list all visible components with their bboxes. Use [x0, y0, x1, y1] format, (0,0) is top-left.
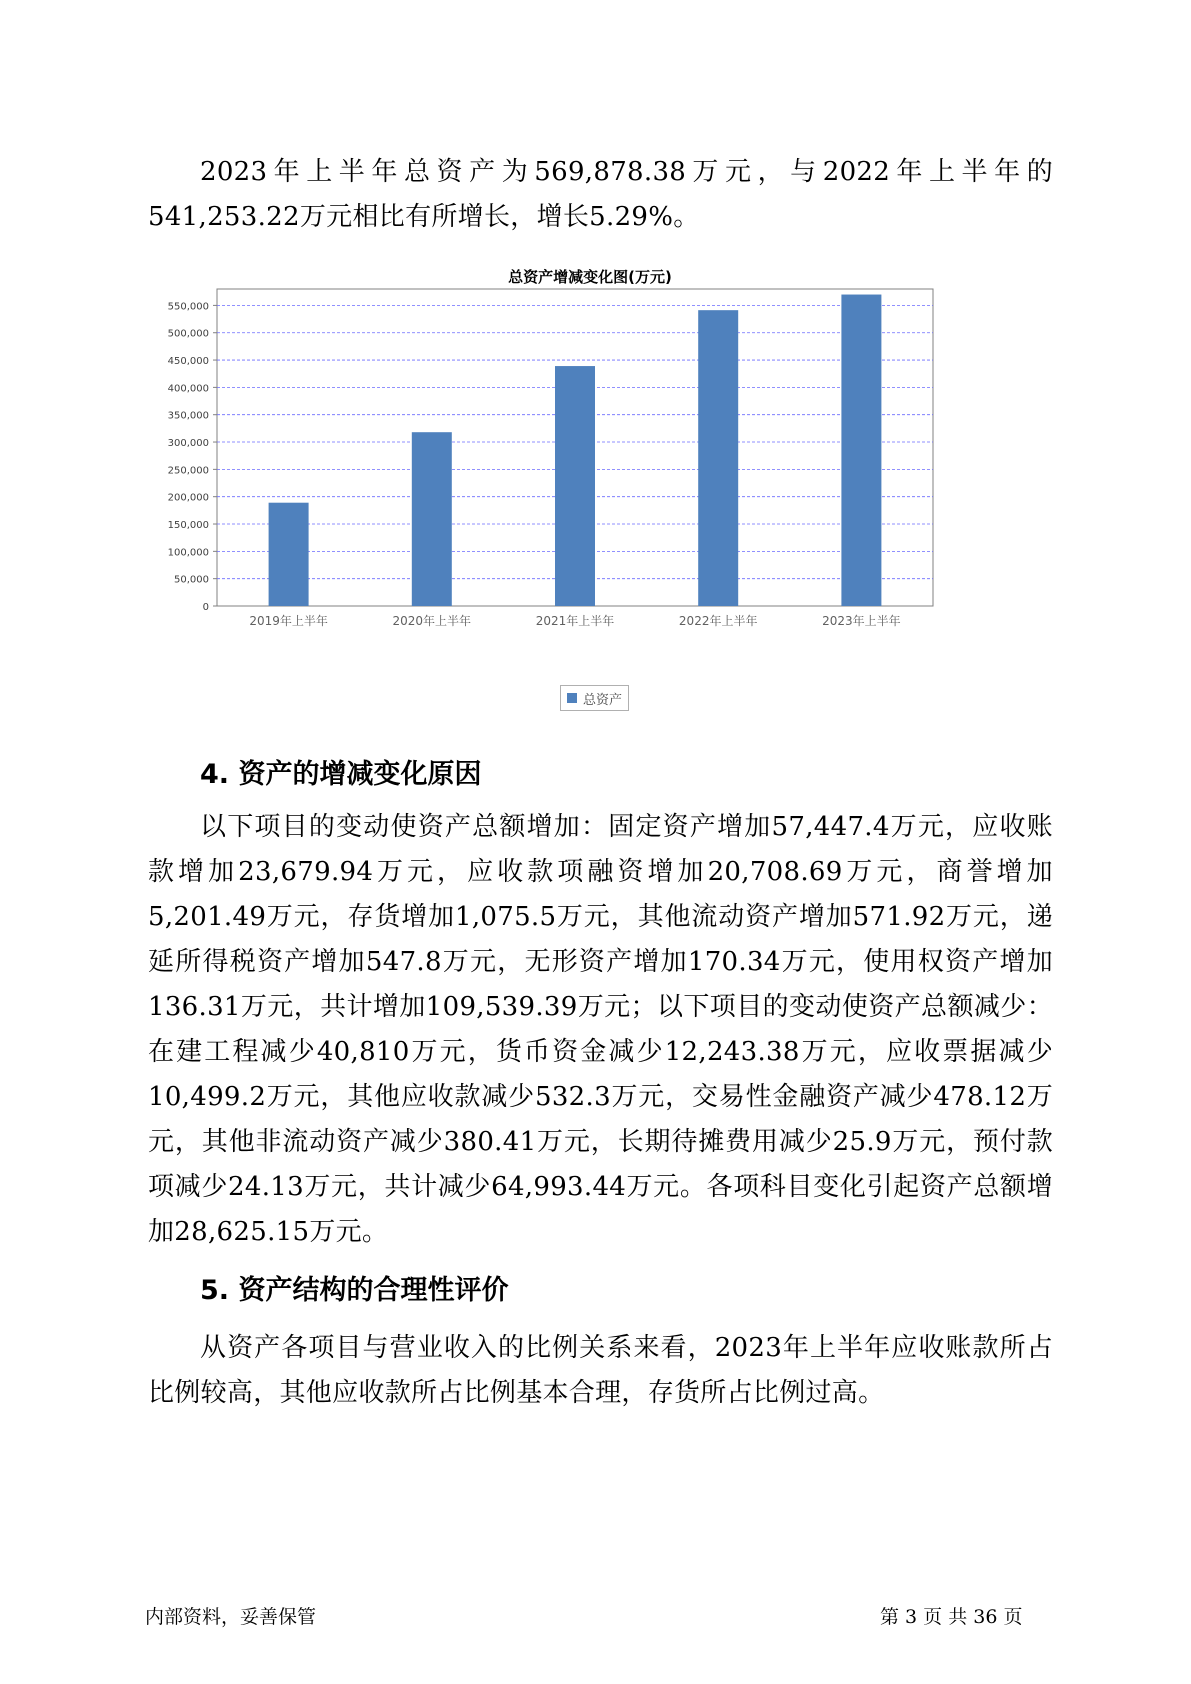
y-tick-label: 450,000	[167, 356, 209, 368]
y-tick-label: 350,000	[167, 410, 209, 422]
chart-legend	[560, 685, 629, 711]
paragraph-asset-change-details: 以下项目的变动使资产总额增加：固定资产增加57,447.4万元，应收账款增加23,679.94万元，应收款项融资增加20,708.69万元，商誉增加5,201.49万元，存货增加1,075.5万元，其他流动资产增加571.92万元，递延所得税资产增加547.8万元，无形资产增加170.34万元，使用权资产增加136.31万元，共计增加109,539.39万元；以下项目的变动使资产总额减少：在建工程减少40,810万元，货币资金减少12,243.38万元，应收票据减少10,499.2万元，其他应收款减少532.3万元，交易性金融资产减少478.12万元，其他非流动资产减少380.41万元，长期待摊费用减少25.9万元，预付款项减少24.13万元，共计减少64,993.44万元。各项科目变化引起资产总额增加28,625.15万元。	[148, 812, 1053, 1247]
x-tick-label: 2022年上半年	[678, 614, 758, 628]
paragraph-total-assets: 2023年上半年总资产为569,878.38万元，与2022年上半年的541,253.22万元相比有所增长，增长5.29%。	[148, 157, 1053, 232]
bar-2	[412, 432, 452, 606]
chart-svg	[150, 262, 1030, 722]
y-tick-label: 0	[202, 602, 209, 613]
y-tick-label: 550,000	[167, 301, 209, 313]
legend-label: 总资产	[583, 692, 623, 708]
bar-3	[555, 366, 595, 606]
x-tick-label: 2023年上半年	[822, 614, 901, 628]
y-tick-label: 400,000	[167, 383, 209, 395]
bar-5	[841, 295, 881, 606]
x-tick-label: 2021年上半年	[535, 614, 615, 628]
footer-page-number: 第 3 页 共 36 页	[880, 1606, 1023, 1628]
section-heading-asset-change-reasons: 4. 资产的增减变化原因	[200, 759, 482, 790]
bar-4	[698, 310, 738, 606]
bar-1	[269, 503, 309, 606]
y-tick-label: 200,000	[167, 492, 209, 504]
x-tick-label: 2019年上半年	[249, 614, 328, 628]
y-tick-label: 250,000	[167, 465, 209, 477]
y-tick-label: 500,000	[167, 328, 209, 340]
chart-title: 总资产增减变化图(万元)	[508, 268, 672, 286]
total-assets-chart	[150, 262, 1030, 722]
y-tick-label: 150,000	[167, 520, 209, 532]
y-tick-label: 100,000	[167, 547, 209, 559]
y-tick-label: 50,000	[174, 574, 209, 586]
section-heading-asset-structure: 5. 资产结构的合理性评价	[200, 1275, 509, 1306]
x-tick-label: 2020年上半年	[392, 614, 472, 628]
paragraph-asset-structure: 从资产各项目与营业收入的比例关系来看，2023年上半年应收账款所占比例较高，其他应收款所占比例基本合理，存货所占比例过高。	[148, 1333, 1053, 1408]
y-tick-label: 300,000	[167, 438, 209, 450]
legend-swatch	[567, 693, 577, 703]
footer-confidential-note: 内部资料，妥善保管	[145, 1606, 317, 1628]
